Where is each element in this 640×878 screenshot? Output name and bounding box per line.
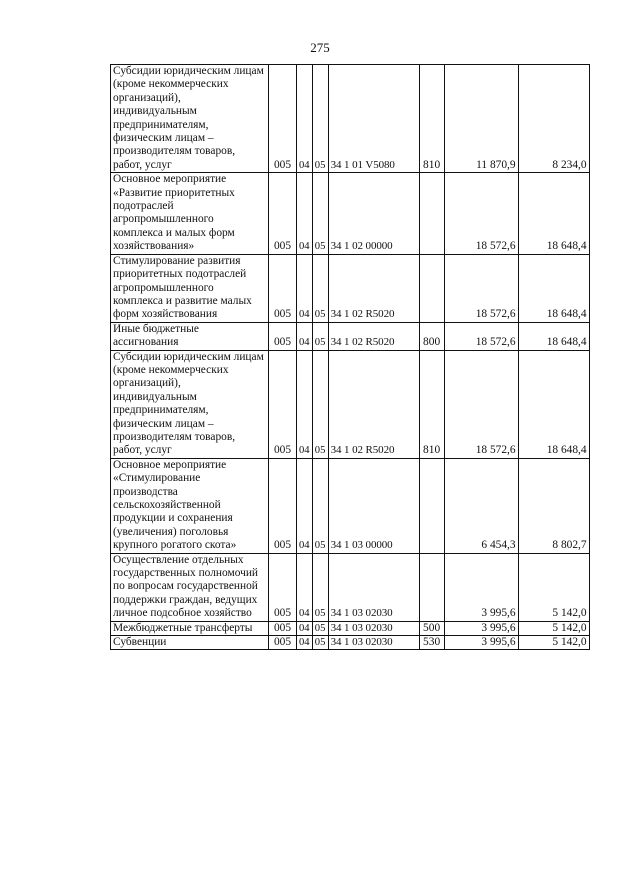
row-section-cell: 04 <box>297 173 313 254</box>
row-expense-type-cell: 500 <box>419 621 444 635</box>
row-expense-type-cell <box>419 254 444 322</box>
row-admin-code-cell: 005 <box>269 636 297 650</box>
row-name-cell: Субвенции <box>111 636 269 650</box>
row-subsection-cell: 05 <box>312 553 328 621</box>
row-amount-year2-cell: 18 648,4 <box>518 350 589 458</box>
row-amount-year2-cell: 18 648,4 <box>518 173 589 254</box>
row-section-cell: 04 <box>297 621 313 635</box>
row-amount-year2-cell: 18 648,4 <box>518 254 589 322</box>
row-expense-type-cell: 530 <box>419 636 444 650</box>
row-amount-year1-cell: 3 995,6 <box>444 621 518 635</box>
row-name-cell: Основное мероприятие «Развитие приоритетных подотраслей агропромышленного комплекса и малых форм хозяйствования» <box>111 173 269 254</box>
row-expense-type-cell: 810 <box>419 65 444 173</box>
row-admin-code-cell: 005 <box>269 322 297 350</box>
row-amount-year1-cell: 18 572,6 <box>444 173 518 254</box>
row-amount-year1-cell: 11 870,9 <box>444 65 518 173</box>
row-target-article-cell: 34 1 03 02030 <box>328 553 419 621</box>
table-row <box>111 553 590 621</box>
page-number: 275 <box>310 40 330 55</box>
table-row <box>111 458 590 553</box>
row-target-article-cell: 34 1 03 02030 <box>328 621 419 635</box>
row-target-article-cell: 34 1 02 00000 <box>328 173 419 254</box>
row-expense-type-cell <box>419 173 444 254</box>
row-amount-year1-cell: 3 995,6 <box>444 553 518 621</box>
row-amount-year2-cell: 5 142,0 <box>518 621 589 635</box>
row-amount-year2-cell: 8 802,7 <box>518 458 589 553</box>
row-section-cell: 04 <box>297 553 313 621</box>
table-row <box>111 621 590 635</box>
table-row <box>111 322 590 350</box>
row-amount-year2-cell: 5 142,0 <box>518 553 589 621</box>
row-amount-year1-cell: 18 572,6 <box>444 254 518 322</box>
row-target-article-cell: 34 1 02 R5020 <box>328 254 419 322</box>
table-row <box>111 65 590 173</box>
row-expense-type-cell <box>419 553 444 621</box>
row-section-cell: 04 <box>297 458 313 553</box>
row-admin-code-cell: 005 <box>269 458 297 553</box>
row-section-cell: 04 <box>297 350 313 458</box>
row-section-cell: 04 <box>297 65 313 173</box>
row-section-cell: 04 <box>297 636 313 650</box>
row-subsection-cell: 05 <box>312 621 328 635</box>
row-admin-code-cell: 005 <box>269 553 297 621</box>
row-target-article-cell: 34 1 01 V5080 <box>328 65 419 173</box>
row-amount-year1-cell: 6 454,3 <box>444 458 518 553</box>
table-row <box>111 173 590 254</box>
row-subsection-cell: 05 <box>312 322 328 350</box>
table-row <box>111 636 590 650</box>
row-name-cell: Иные бюджетные ассигнования <box>111 322 269 350</box>
row-admin-code-cell: 005 <box>269 254 297 322</box>
row-target-article-cell: 34 1 02 R5020 <box>328 350 419 458</box>
row-target-article-cell: 34 1 03 02030 <box>328 636 419 650</box>
row-admin-code-cell: 005 <box>269 65 297 173</box>
budget-table-body <box>111 65 590 650</box>
row-name-cell: Субсидии юридическим лицам (кроме некоммерческих организаций), индивидуальным предпринимателям, физическим лицам – производителям товаров, работ, услуг <box>111 65 269 173</box>
row-amount-year1-cell: 18 572,6 <box>444 350 518 458</box>
row-subsection-cell: 05 <box>312 65 328 173</box>
row-name-cell: Субсидии юридическим лицам (кроме некоммерческих организаций), индивидуальным предпринимателям, физическим лицам – производителям товаров, работ, услуг <box>111 350 269 458</box>
row-expense-type-cell: 810 <box>419 350 444 458</box>
row-amount-year2-cell: 18 648,4 <box>518 322 589 350</box>
table-row <box>111 254 590 322</box>
row-target-article-cell: 34 1 02 R5020 <box>328 322 419 350</box>
row-expense-type-cell: 800 <box>419 322 444 350</box>
row-section-cell: 04 <box>297 322 313 350</box>
row-subsection-cell: 05 <box>312 350 328 458</box>
row-subsection-cell: 05 <box>312 173 328 254</box>
row-name-cell: Стимулирование развития приоритетных подотраслей агропромышленного комплекса и развитие малых форм хозяйствования <box>111 254 269 322</box>
row-name-cell: Межбюджетные трансферты <box>111 621 269 635</box>
row-subsection-cell: 05 <box>312 458 328 553</box>
row-admin-code-cell: 005 <box>269 621 297 635</box>
row-expense-type-cell <box>419 458 444 553</box>
row-name-cell: Основное мероприятие «Стимулирование производства сельскохозяйственной продукции и сохранения (увеличения) поголовья крупного рогатого скота» <box>111 458 269 553</box>
row-amount-year1-cell: 3 995,6 <box>444 636 518 650</box>
table-row <box>111 350 590 458</box>
row-target-article-cell: 34 1 03 00000 <box>328 458 419 553</box>
row-amount-year2-cell: 5 142,0 <box>518 636 589 650</box>
row-amount-year1-cell: 18 572,6 <box>444 322 518 350</box>
budget-table <box>110 64 590 650</box>
row-subsection-cell: 05 <box>312 636 328 650</box>
row-name-cell: Осуществление отдельных государственных полномочий по вопросам государственной поддержки граждан, ведущих личное подсобное хозяйство <box>111 553 269 621</box>
row-amount-year2-cell: 8 234,0 <box>518 65 589 173</box>
row-admin-code-cell: 005 <box>269 350 297 458</box>
row-admin-code-cell: 005 <box>269 173 297 254</box>
row-subsection-cell: 05 <box>312 254 328 322</box>
row-section-cell: 04 <box>297 254 313 322</box>
